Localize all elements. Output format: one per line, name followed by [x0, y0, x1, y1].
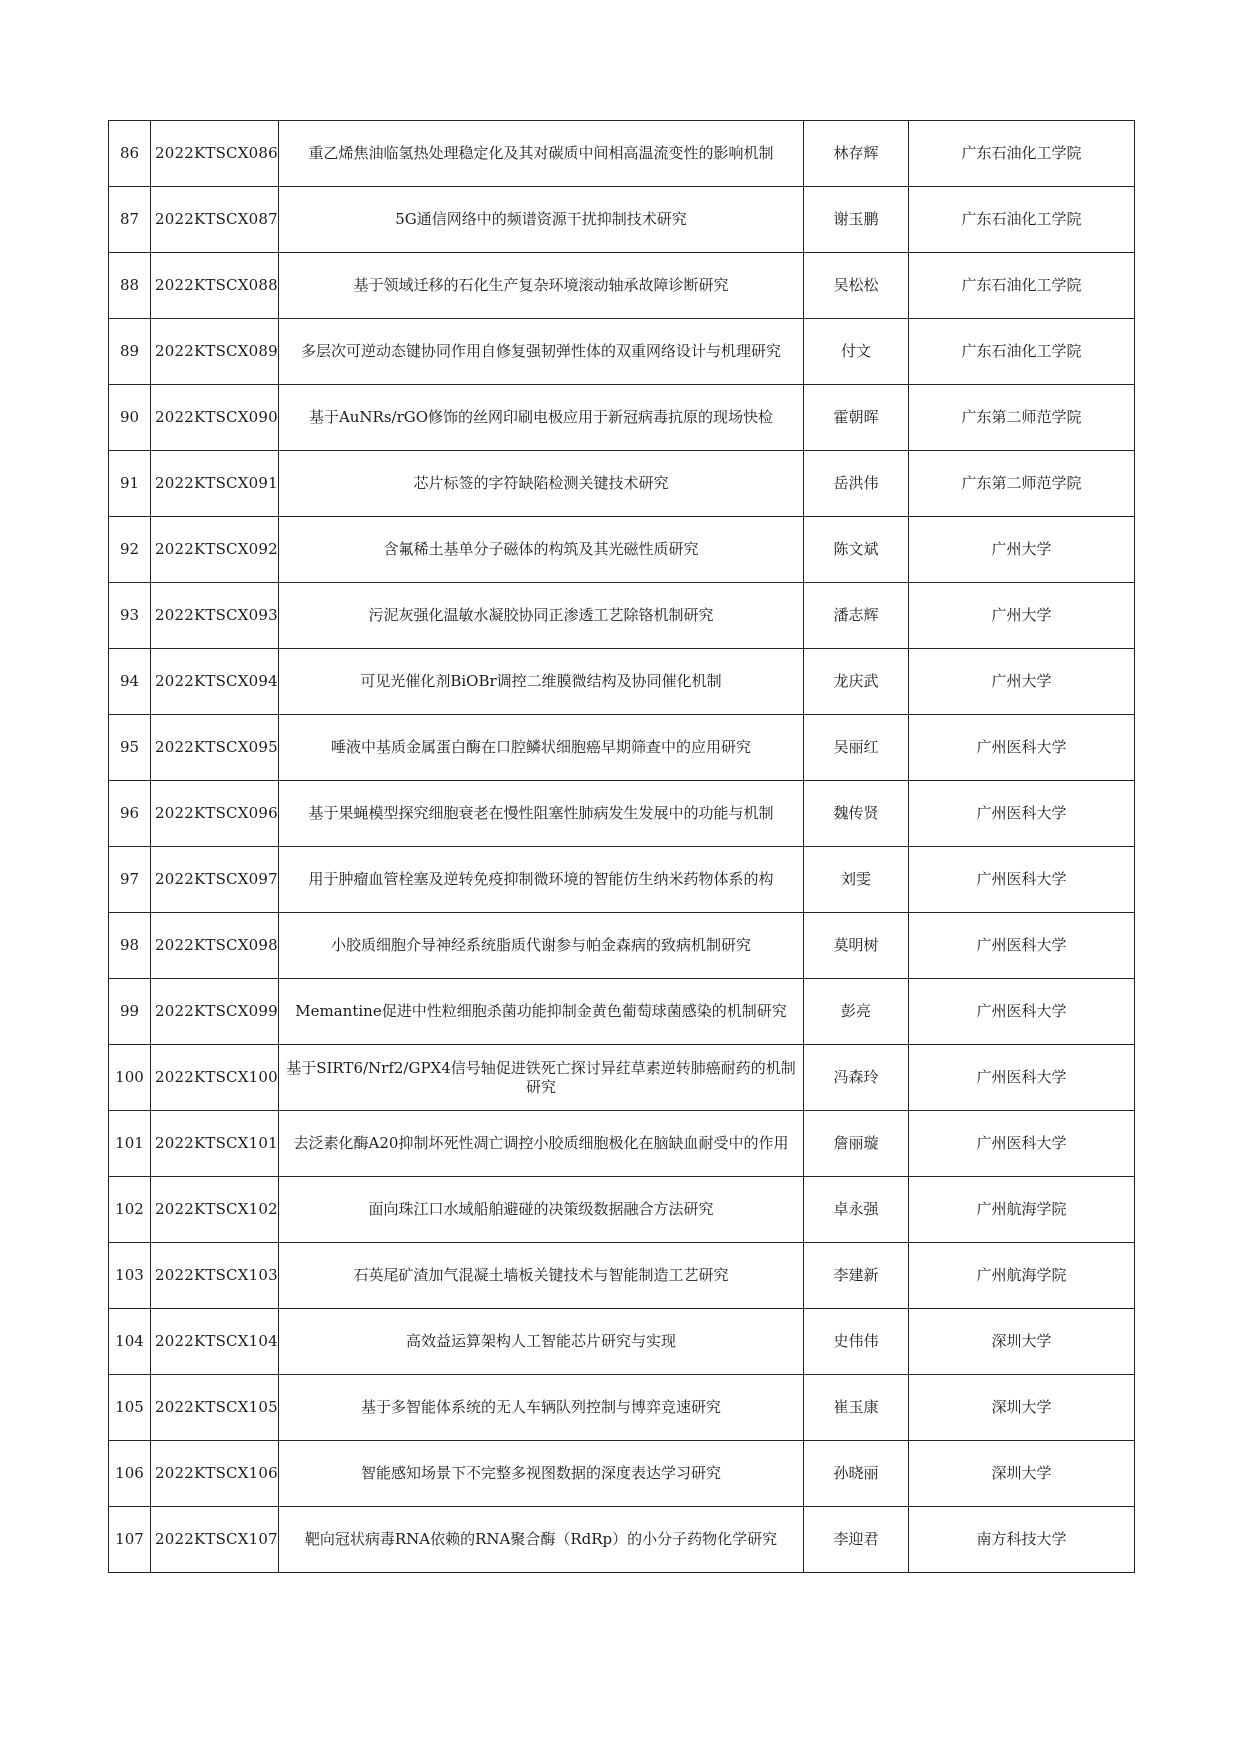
table-row [109, 253, 1135, 319]
table-row [109, 913, 1135, 979]
project-code: 2022KTSCX096 [151, 781, 279, 847]
row-number: 95 [109, 715, 151, 781]
project-title: 重乙烯焦油临氢热处理稳定化及其对碳质中间相高温流变性的影响机制 [279, 121, 804, 187]
table-row [109, 847, 1135, 913]
row-number: 100 [109, 1045, 151, 1111]
table-row [109, 781, 1135, 847]
project-title: 靶向冠状病毒RNA依赖的RNA聚合酶（RdRp）的小分子药物化学研究 [279, 1507, 804, 1573]
project-code: 2022KTSCX103 [151, 1243, 279, 1309]
project-title: 唾液中基质金属蛋白酶在口腔鳞状细胞癌早期筛查中的应用研究 [279, 715, 804, 781]
row-number: 93 [109, 583, 151, 649]
table-row [109, 715, 1135, 781]
project-code: 2022KTSCX107 [151, 1507, 279, 1573]
project-leader: 潘志辉 [804, 583, 909, 649]
project-code: 2022KTSCX088 [151, 253, 279, 319]
table-row [109, 1309, 1135, 1375]
table-row [109, 517, 1135, 583]
row-number: 90 [109, 385, 151, 451]
project-title: 用于肿瘤血管栓塞及逆转免疫抑制微环境的智能仿生纳米药物体系的构 [279, 847, 804, 913]
project-leader: 霍朝晖 [804, 385, 909, 451]
table-row [109, 451, 1135, 517]
project-title: 基于SIRT6/Nrf2/GPX4信号轴促进铁死亡探讨异荭草素逆转肺癌耐药的机制研究 [279, 1045, 804, 1111]
institution: 深圳大学 [909, 1375, 1135, 1441]
table-row [109, 319, 1135, 385]
row-number: 94 [109, 649, 151, 715]
institution: 广东第二师范学院 [909, 451, 1135, 517]
project-leader: 陈文斌 [804, 517, 909, 583]
project-code: 2022KTSCX098 [151, 913, 279, 979]
project-code: 2022KTSCX093 [151, 583, 279, 649]
row-number: 88 [109, 253, 151, 319]
project-code: 2022KTSCX094 [151, 649, 279, 715]
project-code: 2022KTSCX099 [151, 979, 279, 1045]
project-leader: 冯森玲 [804, 1045, 909, 1111]
project-title: 基于领域迁移的石化生产复杂环境滚动轴承故障诊断研究 [279, 253, 804, 319]
project-title: 石英尾矿渣加气混凝土墙板关键技术与智能制造工艺研究 [279, 1243, 804, 1309]
row-number: 86 [109, 121, 151, 187]
institution: 广州大学 [909, 517, 1135, 583]
project-code: 2022KTSCX089 [151, 319, 279, 385]
project-code: 2022KTSCX101 [151, 1111, 279, 1177]
row-number: 107 [109, 1507, 151, 1573]
row-number: 98 [109, 913, 151, 979]
table-row [109, 1507, 1135, 1573]
project-title: 可见光催化剂BiOBr调控二维膜微结构及协同催化机制 [279, 649, 804, 715]
project-title: 含氟稀土基单分子磁体的构筑及其光磁性质研究 [279, 517, 804, 583]
project-leader: 李建新 [804, 1243, 909, 1309]
project-code: 2022KTSCX100 [151, 1045, 279, 1111]
row-number: 89 [109, 319, 151, 385]
project-leader: 史伟伟 [804, 1309, 909, 1375]
institution: 广州医科大学 [909, 1111, 1135, 1177]
project-title: Memantine促进中性粒细胞杀菌功能抑制金黄色葡萄球菌感染的机制研究 [279, 979, 804, 1045]
table-row [109, 583, 1135, 649]
institution: 广州医科大学 [909, 979, 1135, 1045]
project-code: 2022KTSCX087 [151, 187, 279, 253]
institution: 深圳大学 [909, 1309, 1135, 1375]
table-row [109, 187, 1135, 253]
project-title: 多层次可逆动态键协同作用自修复强韧弹性体的双重网络设计与机理研究 [279, 319, 804, 385]
table-row [109, 1243, 1135, 1309]
project-title: 基于果蝇模型探究细胞衰老在慢性阻塞性肺病发生发展中的功能与机制 [279, 781, 804, 847]
project-leader: 龙庆武 [804, 649, 909, 715]
institution: 深圳大学 [909, 1441, 1135, 1507]
institution: 广州医科大学 [909, 781, 1135, 847]
table-row [109, 1177, 1135, 1243]
row-number: 104 [109, 1309, 151, 1375]
row-number: 97 [109, 847, 151, 913]
row-number: 103 [109, 1243, 151, 1309]
table-row [109, 121, 1135, 187]
institution: 广州大学 [909, 649, 1135, 715]
table-row [109, 1441, 1135, 1507]
table-row [109, 1111, 1135, 1177]
project-leader: 孙晓丽 [804, 1441, 909, 1507]
row-number: 91 [109, 451, 151, 517]
project-leader: 刘雯 [804, 847, 909, 913]
institution: 广州医科大学 [909, 715, 1135, 781]
project-leader: 莫明树 [804, 913, 909, 979]
project-code: 2022KTSCX092 [151, 517, 279, 583]
project-leader: 谢玉鹏 [804, 187, 909, 253]
project-leader: 吴丽红 [804, 715, 909, 781]
row-number: 105 [109, 1375, 151, 1441]
table-row [109, 649, 1135, 715]
project-table-body [109, 121, 1135, 1573]
project-code: 2022KTSCX086 [151, 121, 279, 187]
project-leader: 崔玉康 [804, 1375, 909, 1441]
project-code: 2022KTSCX090 [151, 385, 279, 451]
table-row [109, 1375, 1135, 1441]
row-number: 102 [109, 1177, 151, 1243]
project-code: 2022KTSCX097 [151, 847, 279, 913]
project-title: 5G通信网络中的频谱资源干扰抑制技术研究 [279, 187, 804, 253]
project-leader: 卓永强 [804, 1177, 909, 1243]
project-leader: 李迎君 [804, 1507, 909, 1573]
institution: 广州医科大学 [909, 847, 1135, 913]
table-row [109, 1045, 1135, 1111]
institution: 广州医科大学 [909, 913, 1135, 979]
table-row [109, 385, 1135, 451]
project-leader: 彭亮 [804, 979, 909, 1045]
institution: 广州大学 [909, 583, 1135, 649]
project-title: 小胶质细胞介导神经系统脂质代谢参与帕金森病的致病机制研究 [279, 913, 804, 979]
project-title: 污泥灰强化温敏水凝胶协同正渗透工艺除铬机制研究 [279, 583, 804, 649]
project-leader: 林存辉 [804, 121, 909, 187]
table-row [109, 979, 1135, 1045]
project-title: 芯片标签的字符缺陷检测关键技术研究 [279, 451, 804, 517]
project-table [108, 120, 1135, 1573]
project-code: 2022KTSCX106 [151, 1441, 279, 1507]
institution: 广东石油化工学院 [909, 187, 1135, 253]
institution: 广州航海学院 [909, 1243, 1135, 1309]
institution: 广州医科大学 [909, 1045, 1135, 1111]
row-number: 106 [109, 1441, 151, 1507]
project-code: 2022KTSCX105 [151, 1375, 279, 1441]
project-title: 基于多智能体系统的无人车辆队列控制与博弈竞速研究 [279, 1375, 804, 1441]
project-title: 基于AuNRs/rGO修饰的丝网印刷电极应用于新冠病毒抗原的现场快检 [279, 385, 804, 451]
project-title: 面向珠江口水域船舶避碰的决策级数据融合方法研究 [279, 1177, 804, 1243]
row-number: 96 [109, 781, 151, 847]
institution: 广东石油化工学院 [909, 253, 1135, 319]
institution: 南方科技大学 [909, 1507, 1135, 1573]
project-code: 2022KTSCX095 [151, 715, 279, 781]
project-leader: 付文 [804, 319, 909, 385]
project-leader: 岳洪伟 [804, 451, 909, 517]
institution: 广东第二师范学院 [909, 385, 1135, 451]
project-title: 去泛素化酶A20抑制坏死性凋亡调控小胶质细胞极化在脑缺血耐受中的作用 [279, 1111, 804, 1177]
institution: 广东石油化工学院 [909, 319, 1135, 385]
row-number: 92 [109, 517, 151, 583]
project-title: 智能感知场景下不完整多视图数据的深度表达学习研究 [279, 1441, 804, 1507]
project-leader: 魏传贤 [804, 781, 909, 847]
project-title: 高效益运算架构人工智能芯片研究与实现 [279, 1309, 804, 1375]
row-number: 101 [109, 1111, 151, 1177]
project-code: 2022KTSCX091 [151, 451, 279, 517]
institution: 广东石油化工学院 [909, 121, 1135, 187]
row-number: 87 [109, 187, 151, 253]
project-code: 2022KTSCX102 [151, 1177, 279, 1243]
project-leader: 吴松松 [804, 253, 909, 319]
project-code: 2022KTSCX104 [151, 1309, 279, 1375]
institution: 广州航海学院 [909, 1177, 1135, 1243]
row-number: 99 [109, 979, 151, 1045]
project-leader: 詹丽璇 [804, 1111, 909, 1177]
